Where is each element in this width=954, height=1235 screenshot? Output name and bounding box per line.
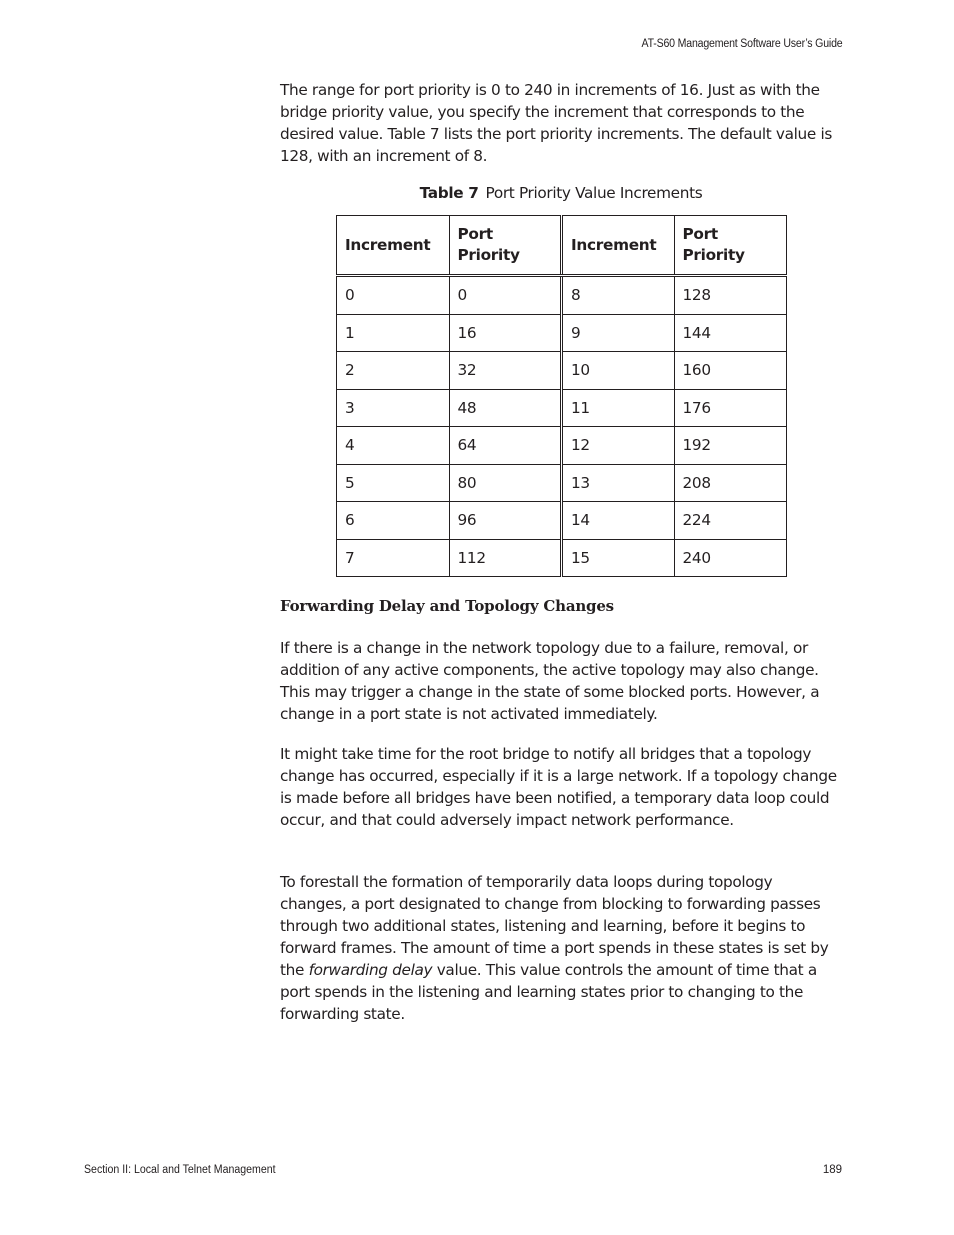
table-row <box>337 352 787 390</box>
table-cell: 3 <box>337 389 450 427</box>
column-header-increment: Increment <box>337 216 450 276</box>
table-cell: 112 <box>449 539 562 577</box>
table-cell: 192 <box>674 427 787 465</box>
table-cell: 13 <box>562 464 675 502</box>
paragraph-text: value. This value controls the amount of time that a port spends in the listening and learning states prior to changing to the forwarding state. <box>280 961 817 1023</box>
forwarding-delay-term: forwarding delay <box>308 961 433 979</box>
table-cell: 5 <box>337 464 450 502</box>
paragraph-text: To forestall the formation of temporarily data loops during topology changes, a port designated to change from blocking to forwarding passes through two additional states, listening and learning, before it begins to forward frames. The amount of time a port spends in these states is set by the <box>280 873 829 979</box>
table-cell: 1 <box>337 314 450 352</box>
section-heading: Forwarding Delay and Topology Changes <box>280 597 614 615</box>
table-cell: 16 <box>449 314 562 352</box>
table-cell: 64 <box>449 427 562 465</box>
table-cell: 0 <box>337 276 450 315</box>
intro-paragraph: The range for port priority is 0 to 240 in increments of 16. Just as with the bridge priority value, you specify the increment that corresponds to the desired value. Table 7 lists the port priority increments. The default value is 128, with an increment of 8. <box>280 81 832 165</box>
table-row <box>337 539 787 577</box>
table-row <box>337 427 787 465</box>
column-header-port-priority: Port Priority <box>674 216 787 276</box>
table-cell: 96 <box>449 502 562 540</box>
table-cell: 160 <box>674 352 787 390</box>
table-cell: 10 <box>562 352 675 390</box>
table-cell: 240 <box>674 539 787 577</box>
table-row <box>337 276 787 315</box>
table-cell: 12 <box>562 427 675 465</box>
table-cell: 7 <box>337 539 450 577</box>
table-caption <box>280 182 842 204</box>
table-row <box>337 502 787 540</box>
table-cell: 80 <box>449 464 562 502</box>
port-priority-table <box>336 215 787 577</box>
table-cell: 9 <box>562 314 675 352</box>
table-cell: 176 <box>674 389 787 427</box>
column-header-increment: Increment <box>562 216 675 276</box>
table-cell: 11 <box>562 389 675 427</box>
body-paragraph-forwarding-delay <box>280 871 842 1025</box>
table-cell: 15 <box>562 539 675 577</box>
footer-section-label: Section II: Local and Telnet Management <box>84 1164 276 1176</box>
table-cell: 224 <box>674 502 787 540</box>
table-cell: 14 <box>562 502 675 540</box>
table-cell: 4 <box>337 427 450 465</box>
running-header: AT-S60 Management Software User’s Guide <box>640 38 842 50</box>
table-cell: 6 <box>337 502 450 540</box>
table-caption-title: Port Priority Value Increments <box>485 184 703 202</box>
table-cell: 8 <box>562 276 675 315</box>
body-paragraph-root-bridge: It might take time for the root bridge to notify all bridges that a topology change has occurred, especially if it is a large network. If a topology change is made before all bridges have been notified, a temporary data loop could occur, and that could adversely impact network performance. <box>280 745 837 829</box>
table-cell: 208 <box>674 464 787 502</box>
table-cell: 0 <box>449 276 562 315</box>
table-cell: 2 <box>337 352 450 390</box>
body-paragraph-topology-change: If there is a change in the network topology due to a failure, removal, or addition of any active components, the active topology may also change. This may trigger a change in the state of some blocked ports. However, a change in a port state is not activated immediately. <box>280 639 820 723</box>
table-caption-label: Table 7 <box>419 184 479 202</box>
table-row <box>337 464 787 502</box>
table-header-row <box>337 216 787 276</box>
table-cell: 32 <box>449 352 562 390</box>
table-row <box>337 314 787 352</box>
table-cell: 144 <box>674 314 787 352</box>
page-number: 189 <box>822 1164 842 1176</box>
table-cell: 128 <box>674 276 787 315</box>
column-header-port-priority: Port Priority <box>449 216 562 276</box>
table-row <box>337 389 787 427</box>
table-cell: 48 <box>449 389 562 427</box>
